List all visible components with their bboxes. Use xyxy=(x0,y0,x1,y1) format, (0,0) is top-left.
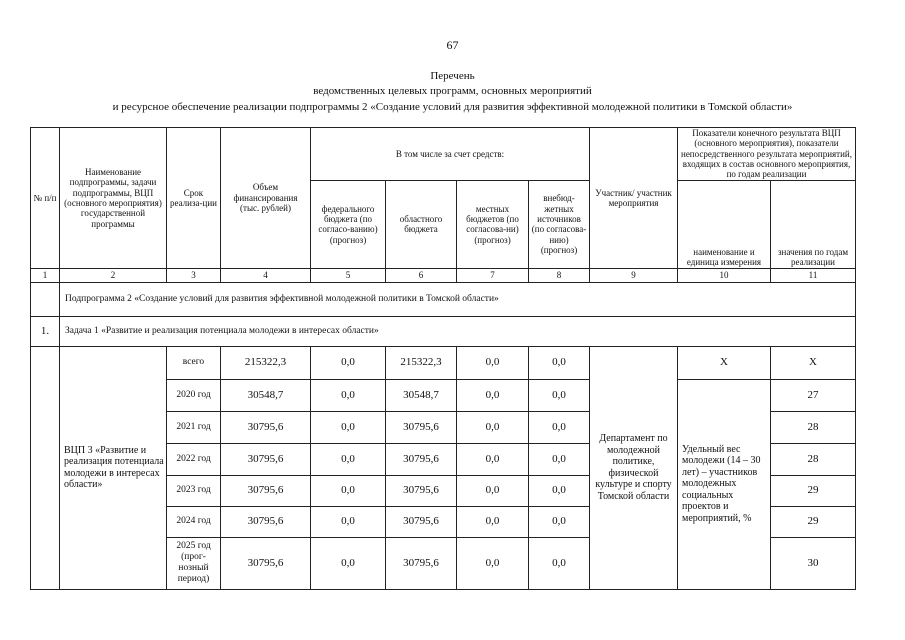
row-fed: 0,0 xyxy=(311,443,386,475)
row-obl: 215322,3 xyxy=(386,346,457,379)
row-volume: 30795,6 xyxy=(221,506,311,537)
vcp-indicator: Удельный вес молодежи (14 – 30 лет) – участников молодежных социальных проектов и мероприятий, % xyxy=(678,379,771,589)
row-vneb: 0,0 xyxy=(529,346,590,379)
header-volume: Объем финансирования (тыс. рублей) xyxy=(221,128,311,269)
col-number: 5 xyxy=(311,268,386,282)
col-number: 9 xyxy=(590,268,678,282)
row-ind-val: 29 xyxy=(771,506,856,537)
row-obl: 30795,6 xyxy=(386,411,457,443)
row-fed: 0,0 xyxy=(311,475,386,506)
row-fed: 0,0 xyxy=(311,379,386,411)
col-number: 1 xyxy=(31,268,60,282)
row-volume: 30795,6 xyxy=(221,411,311,443)
row-ind-val: 29 xyxy=(771,475,856,506)
row-ind-val: Х xyxy=(771,346,856,379)
row-obl: 30795,6 xyxy=(386,443,457,475)
col-number: 6 xyxy=(386,268,457,282)
row-vneb: 0,0 xyxy=(529,443,590,475)
row-ind-name: Х xyxy=(678,346,771,379)
row-mest: 0,0 xyxy=(457,379,529,411)
page-number: 67 xyxy=(446,38,459,52)
row-volume: 30795,6 xyxy=(221,537,311,589)
row-term: 2023 год xyxy=(167,475,221,506)
program-table xyxy=(30,127,856,590)
col-number: 4 xyxy=(221,268,311,282)
col-number: 8 xyxy=(529,268,590,282)
row-term: 2022 год xyxy=(167,443,221,475)
task-num: 1. xyxy=(31,316,60,346)
row-obl: 30548,7 xyxy=(386,379,457,411)
row-ind-val: 27 xyxy=(771,379,856,411)
row-ind-val: 28 xyxy=(771,411,856,443)
vcp-participant: Департамент по молодежной политике, физической культуре и спорту Томской области xyxy=(590,346,678,589)
vcp-name: ВЦП 3 «Развитие и реализация потенциала молодежи в интересах области» xyxy=(60,346,167,589)
row-ind-val: 30 xyxy=(771,537,856,589)
row-volume: 30795,6 xyxy=(221,475,311,506)
header-ind-name: наименование и единица измерения xyxy=(678,180,771,268)
row-ind-val: 28 xyxy=(771,443,856,475)
header-vneb: внебюд-жетных источников (по согласова-нию) (прогноз) xyxy=(529,180,590,268)
row-mest: 0,0 xyxy=(457,346,529,379)
row-vneb: 0,0 xyxy=(529,411,590,443)
header-incl: В том числе за счет средств: xyxy=(311,128,590,181)
doc-subtitle-line-1: ведомственных целевых программ, основных мероприятий xyxy=(313,85,592,97)
subprogram-title: Подпрограмма 2 «Создание условий для развития эффективной молодежной политики в Томской области» xyxy=(60,282,856,316)
row-obl: 30795,6 xyxy=(386,537,457,589)
vcp-num xyxy=(31,346,60,589)
header-num: № п/п xyxy=(31,128,60,269)
row-obl: 30795,6 xyxy=(386,475,457,506)
header-participant: Участник/ участник мероприятия xyxy=(590,128,678,269)
header-obl: областного бюджета xyxy=(386,180,457,268)
row-volume: 30795,6 xyxy=(221,443,311,475)
row-vneb: 0,0 xyxy=(529,475,590,506)
row-term: 2025 год (прог-нозный период) xyxy=(167,537,221,589)
row-volume: 30548,7 xyxy=(221,379,311,411)
row-fed: 0,0 xyxy=(311,411,386,443)
row-fed: 0,0 xyxy=(311,506,386,537)
row-term: 2024 год xyxy=(167,506,221,537)
doc-subtitle-line-2: и ресурсное обеспечение реализации подпрограммы 2 «Создание условий для развития эффективной молодежной политики в Томской области» xyxy=(112,101,793,113)
col-number: 2 xyxy=(60,268,167,282)
row-mest: 0,0 xyxy=(457,475,529,506)
row-vneb: 0,0 xyxy=(529,506,590,537)
row-mest: 0,0 xyxy=(457,411,529,443)
col-number-row xyxy=(31,268,856,282)
task-title: Задача 1 «Развитие и реализация потенциала молодежи в интересах области» xyxy=(60,316,856,346)
col-number: 3 xyxy=(167,268,221,282)
header-indicators: Показатели конечного результата ВЦП (основного мероприятия), показатели непосредственного результата мероприятий, входящих в состав основного мероприятия, по годам реализации xyxy=(678,128,856,181)
row-vneb: 0,0 xyxy=(529,537,590,589)
col-number: 11 xyxy=(771,268,856,282)
header-fed: федерального бюджета (по согласо-ванию) (прогноз) xyxy=(311,180,386,268)
row-term: 2021 год xyxy=(167,411,221,443)
row-volume: 215322,3 xyxy=(221,346,311,379)
header-term: Срок реализа-ции xyxy=(167,128,221,269)
row-mest: 0,0 xyxy=(457,443,529,475)
header-ind-val: значения по годам реализации xyxy=(771,180,856,268)
col-number: 10 xyxy=(678,268,771,282)
table-row xyxy=(31,346,856,379)
row-term: всего xyxy=(167,346,221,379)
col-number: 7 xyxy=(457,268,529,282)
row-mest: 0,0 xyxy=(457,506,529,537)
row-fed: 0,0 xyxy=(311,537,386,589)
doc-title: Перечень xyxy=(430,70,475,82)
subprogram-num xyxy=(31,282,60,316)
header-name: Наименование подпрограммы, задачи подпрограммы, ВЦП (основного мероприятия) государственной программы xyxy=(60,128,167,269)
row-term: 2020 год xyxy=(167,379,221,411)
row-fed: 0,0 xyxy=(311,346,386,379)
row-obl: 30795,6 xyxy=(386,506,457,537)
header-mest: местных бюджетов (по согласова-ни) (прогноз) xyxy=(457,180,529,268)
row-vneb: 0,0 xyxy=(529,379,590,411)
row-mest: 0,0 xyxy=(457,537,529,589)
